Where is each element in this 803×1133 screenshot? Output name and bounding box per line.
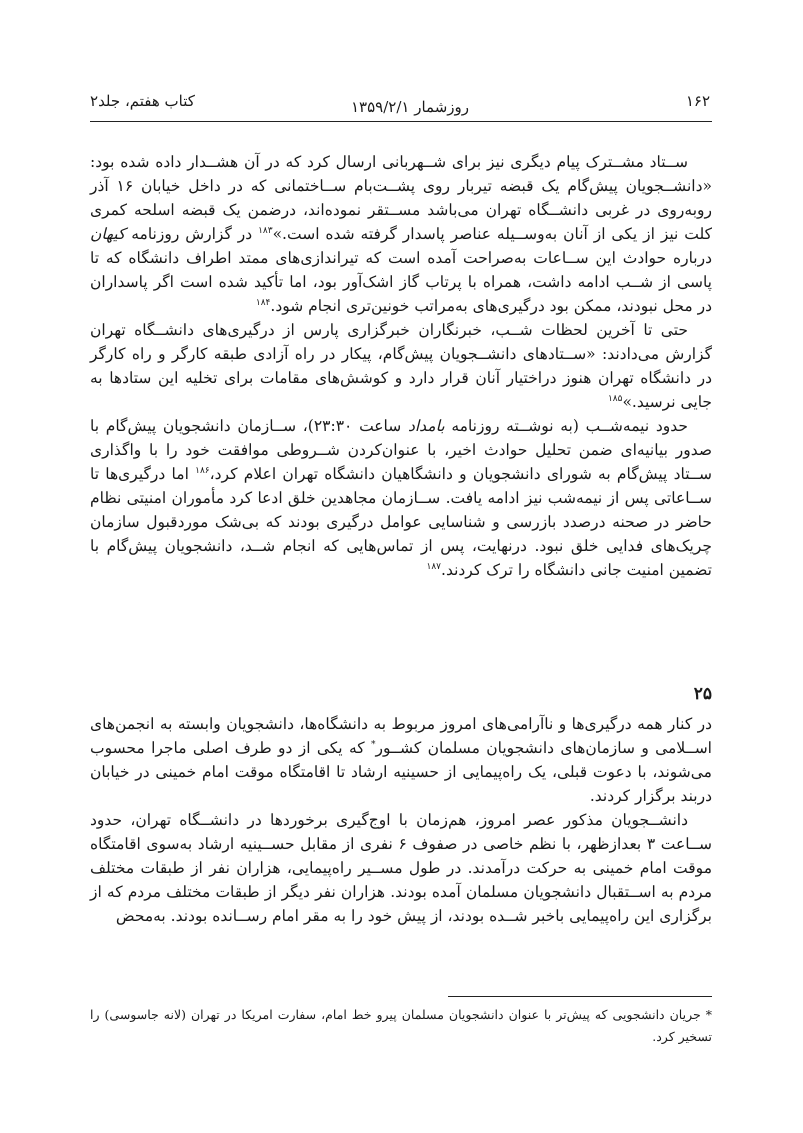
header-rule [90,121,712,122]
endnote-ref: ۱۸۵ [607,393,623,404]
endnote-ref: ۱۸۴ [255,297,271,308]
footnote-marker: * [705,1007,712,1022]
footnote-marker: * [370,739,376,750]
page-header [90,92,710,122]
endnote-ref: ۱۸۷ [426,561,442,572]
newspaper-name: بامداد [407,417,445,435]
paragraph: حدود نیمه‌شــب (به نوشــته روزنامه بامداد ساعت ۲۳:۳۰)، ســازمان دانشجویان پیش‌گام با صدور بیانیه‌ای ضمن تحلیل حوادث اخیر، با عنوان‌کردن شــروطی موافقت خود را با واگذاری ســتاد پیش‌گام به شورای دانشجویان و دانشگاهیان دانشگاه تهران اعلام کرد،$^{۱۸۶}$ اما درگیری‌ها تا ســاعاتی پس از نیمه‌شب نیز ادامه یافت. ســازمان مجاهدین خلق ادعا کرد مأموران امنیتی نظام حاضر در صحنه درصدد بازرسی و شناسایی عوامل درگیری بودند که بی‌شک موردقبول سازمان چریک‌های فدایی خلق نبود. درنهایت، پس از تماس‌هایی که انجام شــد، دانشجویان پیش‌گام با تضمین امنیت جانی دانشگاه را ترک کردند.$^{۱۸۷}$ [90,417,712,579]
paragraph: دانشــجویان مذکور عصر امروز، هم‌زمان با اوج‌گیری برخوردها در دانشــگاه تهران، حدود ســاعت ۳ بعدازظهر، با نظم خاصی در صفوف ۶ نفری از مقابل حســینیه ارشاد به‌سوی اقامتگاه موقت امام خمینی به حرکت درآمدند. در طول مســیر راه‌پیمایی، هزاران نفر از طبقات مختلف مردم به اســتقبال دانشجویان مسلمان آمده بودند. هزاران نفر دیگر از طبقات مختلف مردم که از برگزاری این راه‌پیمایی باخبر شــده بودند، از پیش خود را به مقر امام رســانده بودند. به‌محض [90,811,712,925]
section-number: ۲۵ [693,684,712,704]
footnote-rule [448,996,712,997]
running-title: کتاب هفتم، جلد۲ [90,92,195,110]
endnote-ref: ۱۸۳ [258,225,273,236]
page-number: ۱۶۲ [685,92,710,110]
section-two [90,712,712,928]
newspaper-name: کیهان [90,225,126,243]
section-one [90,150,712,582]
paragraph: حتی تا آخرین لحظات شــب، خبرنگاران خبرگزاری پارس از درگیری‌های دانشــگاه تهران گزارش می‌دادند: «ســتادهای دانشــجویان پیش‌گام، پیکار در راه آزادی طبقه کارگر و راه کارگر در دانشگاه تهران هنوز دراختیار آنان قرار دارد و کوشش‌های مقامات برای تخلیه این ستادها به جایی نرسید.»$^{۱۸۵}$ [90,321,712,411]
endnote-ref: ۱۸۶ [195,465,210,476]
paragraph: ســتاد مشــترک پیام دیگری نیز برای شــهربانی ارسال کرد که در آن هشــدار داده شده بود: «دانشــجویان پیش‌گام یک قبضه تیربار روی پشــت‌بام ســاختمانی که در داخل خیابان ۱۶ آذر روبه‌روی در غربی دانشــگاه تهران می‌باشد مســتقر نموده‌اند، درضمن یک قبضه اسلحه کمری کلت نیز از یکی از آنان به‌وســیله عناصر پاسدار گرفته شده است.»$^{۱۸۳}$ در گزارش روزنامه کیهان درباره حوادث این ســاعات به‌صراحت آمده است که تیراندازی‌های ممتد اطراف دانشگاه که تا پاسی از شــب ادامه داشت، همراه با پرتاب گاز اشک‌آور بود، اما تأکید شده است اگر پاسداران در محل نبودند، ممکن بود درگیری‌های به‌مراتب خونین‌تری انجام شود.$^{۱۸۴}$ [90,153,712,315]
header-date: روزشمار ۱۳۵۹/۲/۱ [350,98,469,116]
footnote: * جریان دانشجویی که پیش‌تر با عنوان دانشجویان مسلمان پیرو خط امام، سفارت امریکا در تهران (لانه جاسوسی) را تسخیر کرد. [90,1007,712,1044]
paragraph: در کنار همه درگیری‌ها و ناآرامی‌های امروز مربوط به دانشگاه‌ها، دانشجویان وابسته به انجمن‌های اســلامی و سازمان‌های دانشجویان مسلمان کشــور* که یکی از دو طرف اصلی ماجرا محسوب می‌شوند، با دعوت قبلی، یک راه‌پیمایی از حسینیه ارشاد تا اقامتگاه موقت امام خمینی در خیابان دربند برگزار کردند. [90,715,712,805]
